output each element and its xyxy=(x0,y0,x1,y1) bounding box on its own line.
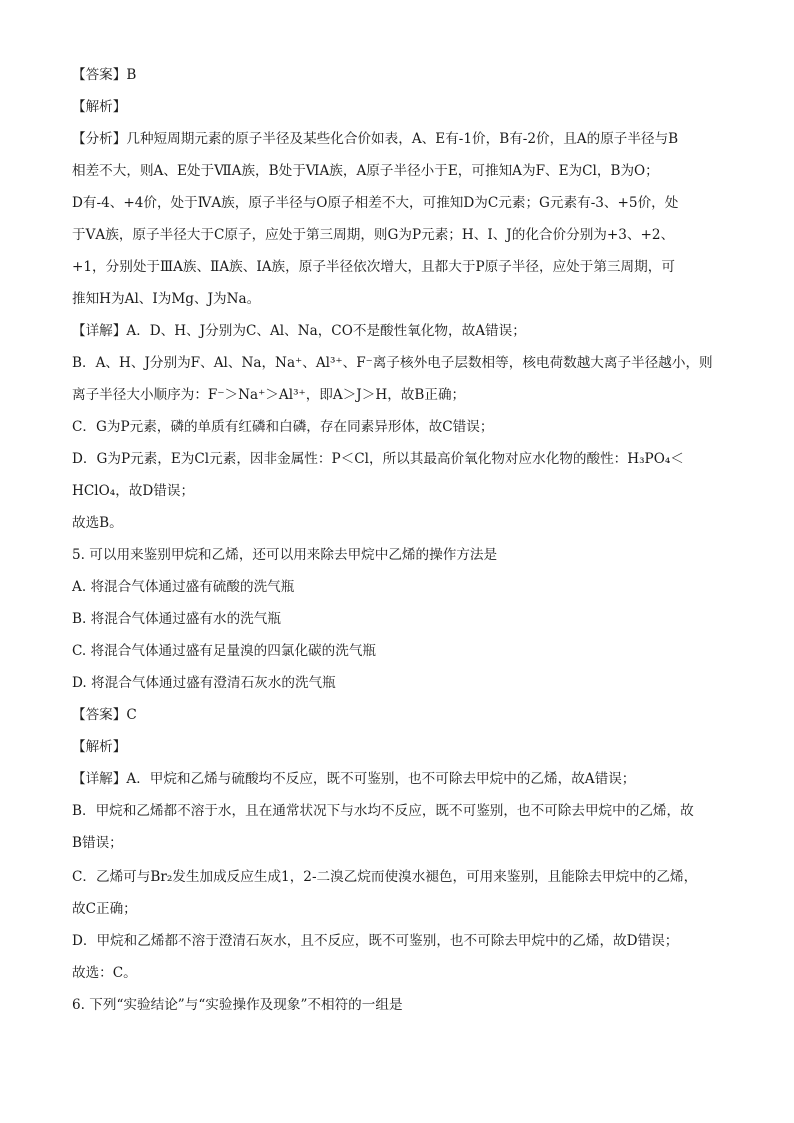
q4-analysis-line-6: 推知H为Al、I为Mg、J为Na。 xyxy=(72,291,261,307)
q5-detail-c-line-1: C．乙烯可与Br₂发生加成反应生成1，2-二溴乙烷而使溴水褪色，可用来鉴别，且能除去甲烷中的乙烯， xyxy=(72,869,698,885)
q4-analysis-line-4: 于ⅤA族，原子半径大于C原子，应处于第三周期，则G为P元素；H、I、J的化合价分别为+3、+2、 xyxy=(72,227,675,243)
q5-option-b: B. 将混合气体通过盛有水的洗气瓶 xyxy=(72,611,281,627)
q4-analysis-line-1: 【分析】几种短周期元素的原子半径及某些化合价如表，A、E有-1价，B有-2价，且A的原子半径与B xyxy=(72,131,679,147)
q4-detail-c: C．G为P元素，磷的单质有红磷和白磷，存在同素异形体，故C错误； xyxy=(72,419,494,435)
q5-detail-b-line-1: B．甲烷和乙烯都不溶于水，且在通常状况下与水均不反应，既不可鉴别，也不可除去甲烷中的乙烯，故 xyxy=(72,803,694,819)
q5-stem: 5. 可以用来鉴别甲烷和乙烯，还可以用来除去甲烷中乙烯的操作方法是 xyxy=(72,547,498,563)
q4-answer: 【答案】B xyxy=(72,67,137,83)
q5-detail-d: D．甲烷和乙烯都不溶于澄清石灰水，且不反应，既不可鉴别，也不可除去甲烷中的乙烯，故D错误； xyxy=(72,933,679,949)
q4-detail-b-line-1: B．A、H、J分别为F、Al、Na，Na⁺、Al³⁺、F⁻离子核外电子层数相等，核电荷数越大离子半径越小，则 xyxy=(72,355,713,371)
q5-option-c: C. 将混合气体通过盛有足量溴的四氯化碳的洗气瓶 xyxy=(72,643,377,659)
q4-detail-d-line-2: HClO₄，故D错误； xyxy=(72,483,195,499)
q4-detail-d-line-1: D．G为P元素，E为Cl元素，因非金属性：P＜Cl，所以其最高价氧化物对应水化物的酸性：H₃PO₄＜ xyxy=(72,451,684,467)
q4-detail-a: 【详解】A．D、H、J分别为C、Al、Na，CO不是酸性氧化物，故A错误； xyxy=(72,323,526,339)
q4-analysis-line-5: +1，分别处于ⅢA族、ⅡA族、ⅠA族，原子半径依次增大，且都大于P原子半径，应处于第三周期，可 xyxy=(72,259,675,275)
q4-analysis-line-3: D有-4、+4价，处于ⅣA族，原子半径与O原子相差不大，可推知D为C元素；G元素有-3、+5价，处 xyxy=(72,195,679,211)
q4-conclusion: 故选B。 xyxy=(72,515,123,531)
q5-analysis-heading: 【解析】 xyxy=(72,739,127,755)
q5-option-d: D. 将混合气体通过盛有澄清石灰水的洗气瓶 xyxy=(72,675,336,691)
q5-conclusion: 故选：C。 xyxy=(72,965,137,981)
q5-option-a: A. 将混合气体通过盛有硫酸的洗气瓶 xyxy=(72,579,295,595)
q4-analysis-heading: 【解析】 xyxy=(72,99,127,115)
q5-detail-c-line-2: 故C正确； xyxy=(72,901,137,917)
q5-answer: 【答案】C xyxy=(72,707,137,723)
q4-analysis-line-2: 相差不大，则A、E处于ⅦA族，B处于ⅥA族，A原子半径小于E，可推知A为F、E为Cl，B为O； xyxy=(72,163,659,179)
q5-detail-a: 【详解】A．甲烷和乙烯与硫酸均不反应，既不可鉴别，也不可除去甲烷中的乙烯，故A错误； xyxy=(72,771,636,787)
q6-stem: 6. 下列“实验结论”与“实验操作及现象”不相符的一组是 xyxy=(72,997,403,1013)
q5-detail-b-line-2: B错误； xyxy=(72,835,123,851)
q4-detail-b-line-2: 离子半径大小顺序为：F⁻＞Na⁺＞Al³⁺，即A＞J＞H，故B正确； xyxy=(72,387,466,403)
